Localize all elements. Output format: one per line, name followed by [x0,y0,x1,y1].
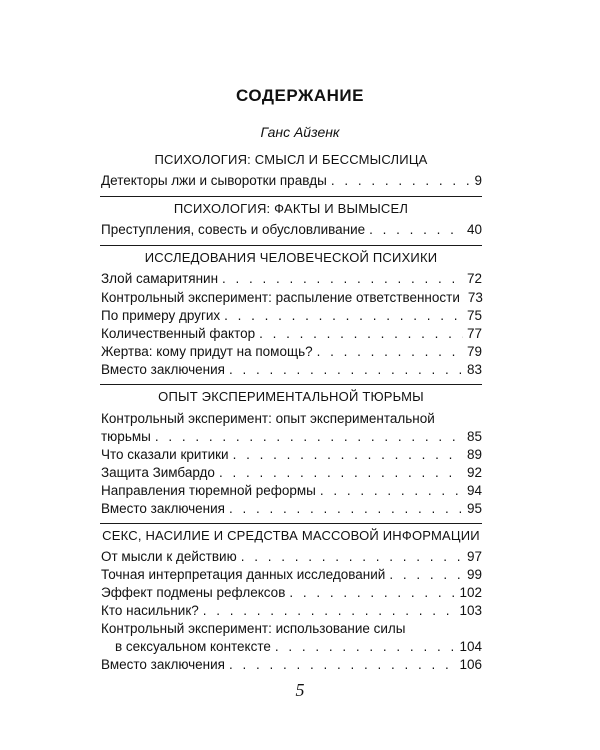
entry-page: 77 [466,326,482,341]
toc-entry[interactable] [101,446,482,464]
entry-page: 75 [466,308,482,323]
toc-entry[interactable] [101,566,482,584]
toc-entry[interactable] [101,307,482,325]
page-title: СОДЕРЖАНИЕ [236,86,364,105]
entry-label: Жертва: кому придут на помощь? [101,344,313,359]
entry-label-line1: Контрольный эксперимент: использование силы [101,621,406,636]
entry-page: 72 [466,271,482,286]
section-divider [100,523,482,524]
dot-leader [241,548,463,566]
entry-page: 83 [466,362,482,377]
toc-entry[interactable] [101,221,482,239]
entry-label: Контрольный эксперимент: распыление ответственности [101,290,460,305]
toc-entry[interactable] [101,500,482,518]
toc-entry[interactable] [101,638,482,656]
toc-entry[interactable] [101,602,482,620]
entry-label: Вместо заключения [101,657,225,672]
toc-entry[interactable] [101,656,482,674]
toc-entry[interactable] [101,325,482,343]
entry-page: 97 [466,549,482,564]
entry-page: 85 [466,429,482,444]
entry-page: 103 [459,603,482,618]
entry-page: 94 [466,483,482,498]
dot-leader [224,307,463,325]
dot-leader [275,638,456,656]
toc-entry[interactable] [101,584,482,602]
entry-label: Вместо заключения [101,362,225,377]
dot-leader [229,361,463,379]
entry-label: Злой самаритянин [101,271,219,286]
toc-entry[interactable] [101,289,482,307]
toc-entry[interactable] [101,548,482,566]
section-divider [100,196,482,197]
entry-page: 40 [466,222,482,237]
entry-label: тюрьмы [101,429,151,444]
section-heading: ИССЛЕДОВАНИЯ ЧЕЛОВЕЧЕСКОЙ ПСИХИКИ [144,250,438,265]
entry-page: 79 [466,344,482,359]
dot-leader [155,428,463,446]
entry-page: 92 [466,465,482,480]
entry-label: Защита Зимбардо [101,465,215,480]
section-heading: ПСИХОЛОГИЯ: СМЫСЛ И БЕССМЫСЛИЦА [154,152,428,167]
section-divider [100,384,482,385]
toc-entry[interactable] [101,172,482,190]
entry-page: 102 [459,585,482,600]
dot-leader [369,221,463,239]
entry-label: Направления тюремной реформы [101,483,316,498]
dot-leader [203,602,456,620]
entry-label: в сексуальном контексте [115,639,271,654]
entry-label: Точная интерпретация данных исследований [101,567,386,582]
dot-leader [219,464,463,482]
entry-label: По примеру других [101,308,221,323]
dot-leader [320,482,463,500]
entry-label: Что сказали критики [101,447,229,462]
dot-leader [289,584,455,602]
entry-page: 9 [474,173,482,188]
dot-leader [229,500,463,518]
section-divider [100,245,482,246]
entry-label: Количественный фактор [101,326,256,341]
toc-entry[interactable] [101,428,482,446]
entry-label-line1: Контрольный эксперимент: опыт экспериментальной [101,411,435,426]
section-heading: ПСИХОЛОГИЯ: ФАКТЫ И ВЫМЫСЕЛ [173,201,409,216]
toc-entry[interactable] [101,464,482,482]
entry-label: Детекторы лжи и сыворотки правды [101,173,327,188]
toc-entry[interactable] [101,343,482,361]
entry-page: 89 [466,447,482,462]
toc-entry[interactable] [101,361,482,379]
entry-label: От мысли к действию [101,549,237,564]
dot-leader [229,656,455,674]
entry-label: Кто насильник? [101,603,199,618]
entry-page: 95 [466,501,482,516]
entry-page: 104 [459,639,482,654]
author-name: Ганс Айзенк [260,124,340,140]
entry-label: Вместо заключения [101,501,225,516]
page-number: 5 [295,680,305,700]
entry-label: Эффект подмены рефлексов [101,585,286,600]
dot-leader [233,446,463,464]
entry-page: 106 [459,657,482,672]
dot-leader [317,343,463,361]
dot-leader [389,566,463,584]
dot-leader [331,172,471,190]
section-heading: ОПЫТ ЭКСПЕРИМЕНТАЛЬНОЙ ТЮРЬМЫ [158,389,424,404]
toc-entry[interactable] [101,270,482,288]
dot-leader [259,325,463,343]
entry-page: 73 [467,290,483,305]
entry-label: Преступления, совесть и обусловливание [101,222,366,237]
toc-entry[interactable] [101,482,482,500]
dot-leader [222,270,463,288]
section-heading: СЕКС, НАСИЛИЕ И СРЕДСТВА МАССОВОЙ ИНФОРМАЦИИ [102,528,480,543]
entry-page: 99 [466,567,482,582]
